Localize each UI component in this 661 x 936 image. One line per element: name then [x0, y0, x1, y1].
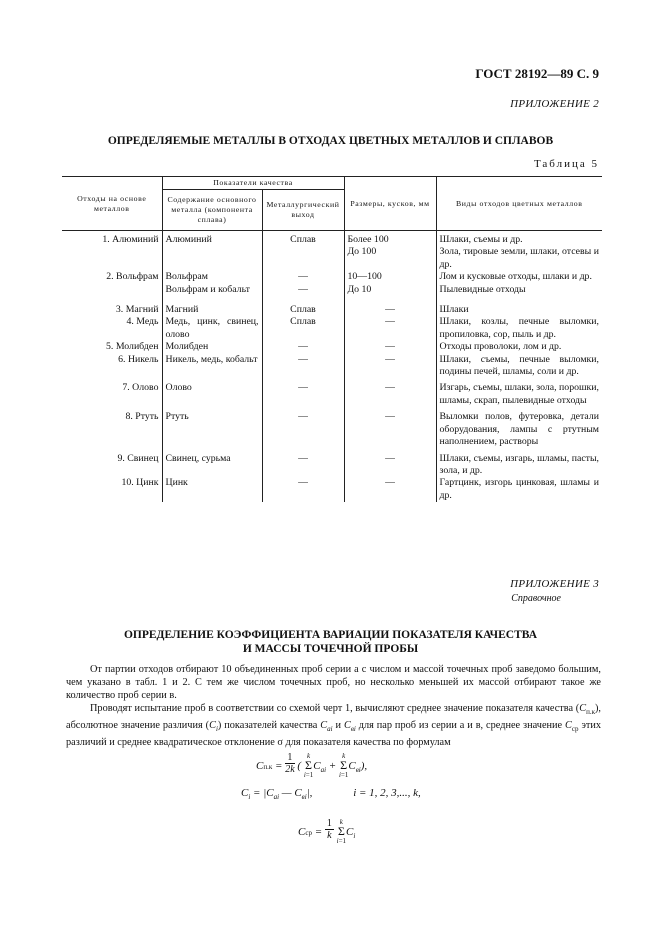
- cell-content: [162, 246, 262, 271]
- cell-kind: Пылевидные отходы: [439, 283, 526, 295]
- table-row: [62, 382, 602, 411]
- formula-3-frac-den: k: [327, 830, 332, 841]
- cell-content: Вольфрам и кобальт: [162, 284, 262, 304]
- col-header-sizes: Размеры, кусков, мм: [344, 177, 436, 231]
- p2-text-e: для пар проб из серии а и в, среднее значение: [355, 720, 566, 732]
- cell-content: Вольфрам: [162, 271, 262, 283]
- table-row: [62, 316, 602, 341]
- table-row: [62, 411, 602, 452]
- cell-size: Более 100: [344, 231, 436, 247]
- cell-content: Свинец, сурьма: [162, 453, 262, 478]
- p2-text-c: ) показателей качества: [217, 720, 321, 732]
- cell-waste: 1. Алюминий: [62, 231, 162, 247]
- cell-size: —: [344, 453, 436, 478]
- col-header-kinds: Виды отходов цветных металлов: [436, 177, 602, 231]
- cell-size: —: [344, 382, 436, 411]
- cell-kind: Шлаки, съемы, изгарь, шламы, пасты, зола, и др.: [439, 452, 599, 476]
- appendix-2-title: ОПРЕДЕЛЯЕМЫЕ МЕТАЛЛЫ В ОТХОДАХ ЦВЕТНЫХ МЕТАЛЛОВ И СПЛАВОВ: [107, 135, 554, 147]
- cell-yield: —: [262, 354, 344, 383]
- cell-size: —: [344, 411, 436, 452]
- cell-size: —: [344, 316, 436, 341]
- cell-content: Медь, цинк, свинец, олово: [162, 316, 262, 341]
- cell-waste: 8. Ртуть: [62, 411, 162, 452]
- cell-size: До 100: [344, 246, 436, 271]
- cell-kind: Выломки полов, футеровка, детали оборудования, лампы с ртутным наполнением, растворы: [439, 411, 599, 448]
- cell-waste: 2. Вольфрам: [62, 271, 162, 283]
- cell-yield: —: [262, 341, 344, 353]
- cell-yield: —: [262, 477, 344, 502]
- formula-2-index: i = 1, 2, 3,..., k,: [353, 787, 421, 799]
- cell-kind: Отходы проволоки, лом и др.: [439, 341, 562, 353]
- p2-text-f: этих различий и среднее квадратическое отклонение σ для показателя качества по формулам: [66, 720, 602, 749]
- p2-text-a: Проводят испытание проб в соответствии со схемой черт 1, вычисляют среднее значение показателя качества (: [90, 703, 580, 714]
- cell-kind: Шлаки: [439, 304, 469, 316]
- cell-yield: Сплав: [262, 231, 344, 247]
- cell-yield: —: [262, 453, 344, 478]
- cell-yield: —: [262, 411, 344, 452]
- col-header-content: Содержание основного металла (компонента сплава): [162, 190, 262, 231]
- formula-1-frac-num: 1: [285, 752, 294, 764]
- paragraph-1: От партии отходов отбирают 10 объединенных проб серии а с числом и массой точечных проб заведомо большим, чем указано в табл. 1 и 2. С тем же числом точечных проб, но несколько меньшей их массой отбирают такое же количество проб серии в.: [66, 664, 601, 701]
- cell-waste: 10. Цинк: [62, 477, 162, 502]
- page-header: ГОСТ 28192—89 С. 9: [475, 66, 599, 81]
- cell-kind: Изгарь, съемы, шлаки, зола, порошки, шламы, скрап, пылевидные отходы: [439, 382, 599, 406]
- cell-size: —: [344, 477, 436, 502]
- cell-waste: 3. Магний: [62, 304, 162, 316]
- table-row: [62, 477, 602, 502]
- metals-table: [62, 176, 602, 502]
- formula-3-frac-num: 1: [326, 818, 332, 829]
- cell-kind: Шлаки, съемы и др.: [439, 234, 523, 245]
- formula-1: Сп.к = $\frac{1}{2k}$ ( k Σ $i=1С_{аi} + k$ Σ $i=1С_{вi}$),: [256, 752, 368, 779]
- table-row: [62, 246, 602, 271]
- cell-content: Молибден: [162, 341, 262, 353]
- table-row: [62, 284, 602, 304]
- p2-text-b: ), абсолютное значение различия (: [66, 703, 601, 732]
- cell-size: —: [344, 354, 436, 383]
- formula-2: $С_i = |С_{аi}$ — $С_{вi}|$, i = 1, 2, 3,..., k,: [241, 787, 421, 802]
- formula-3: Сср = $\frac{1}{k}$ k Σ $i=1С_i$: [298, 818, 356, 845]
- cell-waste: 5. Молибден: [62, 341, 162, 353]
- cell-kind: Шлаки, съемы, печные выломки, подины печей, шламы, соли и др.: [439, 353, 599, 378]
- cell-size: —: [344, 304, 436, 316]
- cell-yield: Сплав: [262, 316, 344, 341]
- table-row: [62, 231, 602, 247]
- col-header-metallurgical: Металлургический выход: [262, 190, 344, 231]
- p2-text-d: и: [332, 720, 344, 732]
- appendix-3-label: ПРИЛОЖЕНИЕ 3: [510, 578, 599, 590]
- cell-kind: Гартцинк, изгорь цинковая, шламы и др.: [439, 477, 599, 501]
- appendix-3-note: Справочное: [511, 593, 561, 604]
- cell-kind: Зола, тировые земли, шлаки, отсевы и др.: [439, 246, 599, 270]
- cell-kind: Шлаки, козлы, печные выломки, пропиловка, сор, пыль и др.: [439, 316, 599, 340]
- col-header-quality: Показатели качества: [162, 177, 344, 190]
- cell-waste: 6. Никель: [62, 354, 162, 383]
- appendix-2-label: ПРИЛОЖЕНИЕ 2: [510, 98, 599, 110]
- cell-waste: [62, 284, 162, 304]
- table-row: [62, 453, 602, 478]
- formula-1-frac-den: 2k: [285, 764, 295, 775]
- table-row: [62, 271, 602, 283]
- cell-content: Никель, медь, кобальт: [162, 354, 262, 383]
- col-header-waste: Отходы на основе металлов: [62, 177, 162, 231]
- appendix-3-title-line-2: И МАССЫ ТОЧЕЧНОЙ ПРОБЫ: [242, 643, 419, 655]
- paragraph-2: Проводят испытание проб в соответствии со схемой черт 1, вычисляют среднее значение показателя качества $(С_{п.к})$, абсолютное значение различия $(С_i)$ показателей качества $С_{аi}$ и $С_{вi}$ для пар проб из серии а и в, среднее значение $С_{ср}$ этих различий и среднее квадратическое отклонение σ для показателя качества по формулам: [66, 703, 602, 749]
- cell-yield: [262, 246, 344, 271]
- cell-content: Олово: [162, 382, 262, 411]
- cell-content: Алюминий: [162, 231, 262, 247]
- cell-size: 10—100: [344, 271, 436, 283]
- cell-waste: 7. Олово: [62, 382, 162, 411]
- cell-size: До 10: [344, 284, 436, 304]
- table-row: [62, 341, 602, 353]
- table-row: [62, 354, 602, 383]
- cell-content: Ртуть: [162, 411, 262, 452]
- cell-waste: [62, 246, 162, 271]
- cell-content: Цинк: [162, 477, 262, 502]
- cell-yield: —: [262, 284, 344, 304]
- appendix-3-title-line-1: ОПРЕДЕЛЕНИЕ КОЭФФИЦИЕНТА ВАРИАЦИИ ПОКАЗАТЕЛЯ КАЧЕСТВА: [123, 629, 538, 641]
- cell-kind: Лом и кусковые отходы, шлаки и др.: [439, 271, 592, 283]
- cell-yield: Сплав: [262, 304, 344, 316]
- table-row: [62, 304, 602, 316]
- cell-yield: —: [262, 382, 344, 411]
- cell-waste: 9. Свинец: [62, 453, 162, 478]
- cell-waste: 4. Медь: [62, 316, 162, 341]
- cell-content: Магний: [162, 304, 262, 316]
- table-caption: Таблица 5: [533, 158, 599, 170]
- cell-size: —: [344, 341, 436, 353]
- cell-yield: —: [262, 271, 344, 283]
